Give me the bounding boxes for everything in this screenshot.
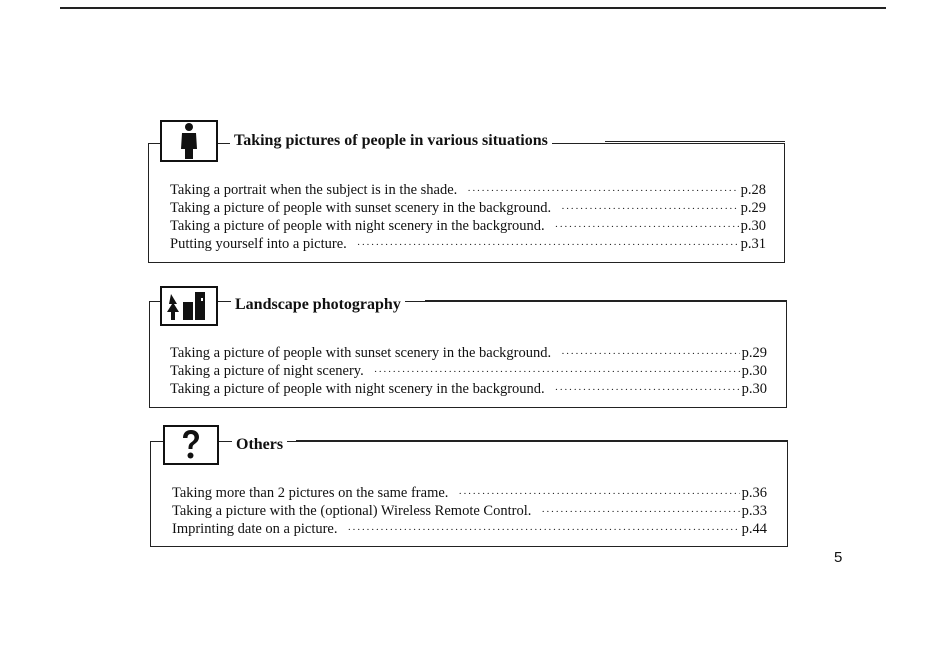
index-entry[interactable]: Taking a picture of people with night scenery in the background. ····· p.30 (170, 380, 767, 398)
section-people-title-rule (605, 141, 785, 142)
leader-dots (458, 485, 739, 503)
section-landscape-entries (170, 344, 767, 398)
leader-dots (561, 200, 739, 218)
section-landscape-icon-box (160, 286, 218, 326)
index-entry[interactable]: Taking a picture of people with sunset scenery in the background. ····· p.29 (170, 344, 767, 362)
section-others-entries (172, 484, 767, 538)
index-entry[interactable]: Taking a picture of night scenery. ····· p.30 (170, 362, 767, 380)
index-entry[interactable]: Taking a picture of people with night scenery in the background. ····· p.30 (170, 217, 766, 235)
leader-dots (348, 521, 740, 539)
section-landscape-title: Landscape photography (231, 295, 405, 315)
leader-dots (561, 345, 740, 363)
person-icon (177, 123, 201, 159)
index-entry[interactable]: Taking a portrait when the subject is in the shade. ····· p.28 (170, 181, 766, 199)
section-landscape-title-rule (425, 300, 787, 301)
index-entry[interactable]: Putting yourself into a picture. ····· p.31 (170, 235, 766, 253)
section-others-icon-box (163, 425, 219, 465)
section-people-title: Taking pictures of people in various situations (230, 131, 552, 151)
landscape-icon (165, 290, 213, 322)
question-mark-icon (180, 429, 202, 461)
section-people-entries (170, 181, 766, 253)
page-number: 5 (834, 549, 843, 566)
index-entry[interactable]: Imprinting date on a picture. ····· p.44 (172, 520, 767, 538)
section-people-icon-box (160, 120, 218, 162)
index-entry[interactable]: Taking more than 2 pictures on the same frame. ····· p.36 (172, 484, 767, 502)
leader-dots (555, 381, 740, 399)
leader-dots (467, 182, 738, 200)
top-rule (60, 7, 886, 9)
section-others-title-rule (296, 440, 788, 441)
index-entry[interactable]: Taking a picture of people with sunset scenery in the background. ····· p.29 (170, 199, 766, 217)
index-entry[interactable]: Taking a picture with the (optional) Wireless Remote Control. ····· p.33 (172, 502, 767, 520)
leader-dots (357, 236, 739, 254)
section-others-title: Others (232, 435, 287, 455)
leader-dots (555, 218, 739, 236)
leader-dots (374, 363, 740, 381)
leader-dots (541, 503, 739, 521)
